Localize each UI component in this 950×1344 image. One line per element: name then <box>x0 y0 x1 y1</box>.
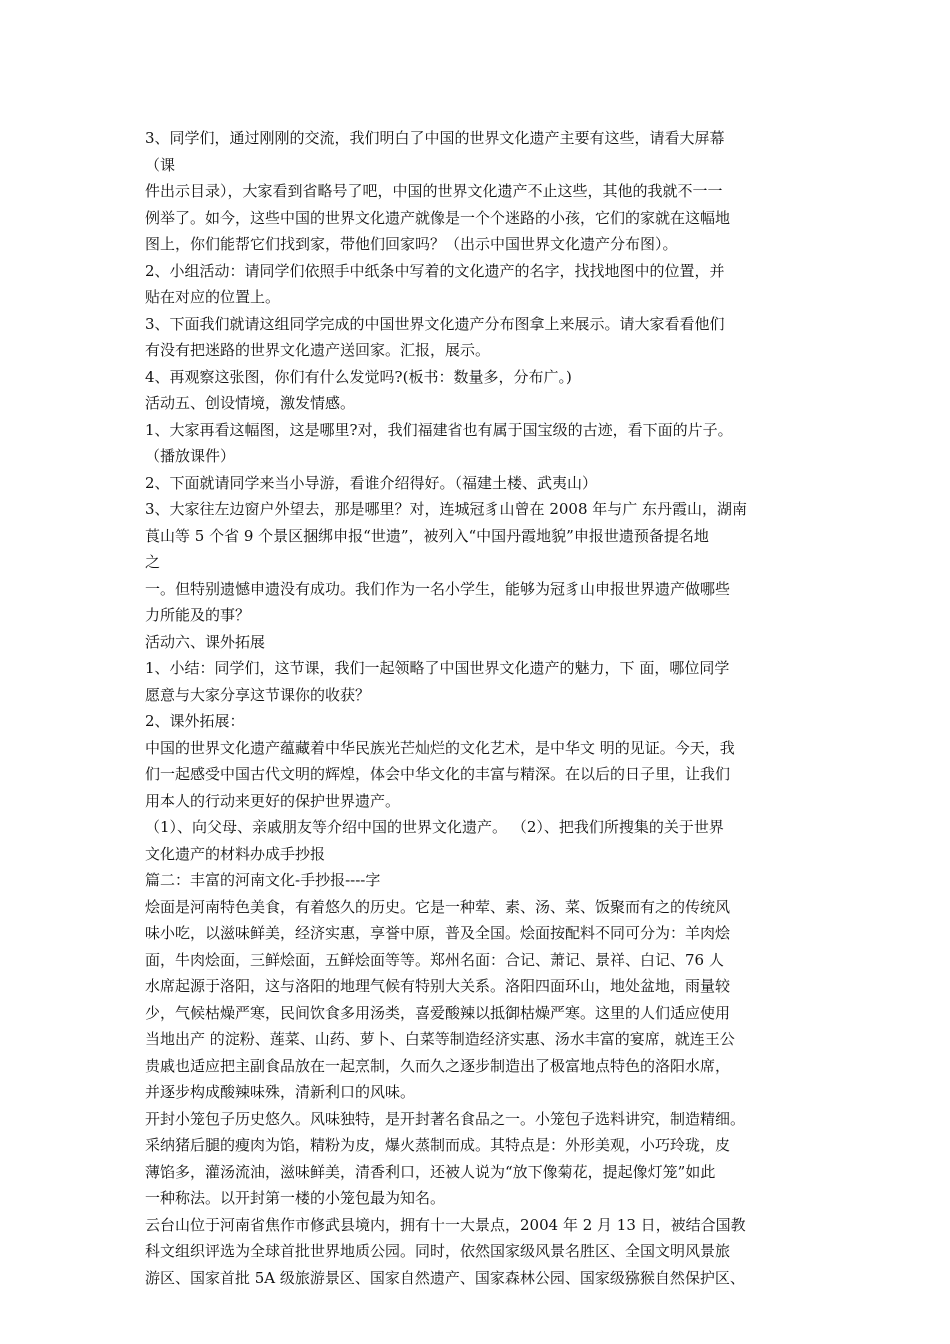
text-line: 4、再观察这张图，你们有什么发觉吗?(板书：数量多，分布广。) <box>145 367 572 386</box>
text-line: 采纳猪后腿的瘦肉为馅，精粉为皮，爆火蒸制而成。其特点是：外形美观，小巧玲珑，皮 <box>145 1136 731 1154</box>
text-line: 水席起源于洛阳，这与洛阳的地理气候有特别大关系。洛阳四面环山，地处盆地，雨量较 <box>145 977 731 995</box>
text-line: 薄馅多，灌汤流油，滋味鲜美，清香利口，还被人说为“放下像菊花，提起像灯笼”如此 <box>145 1162 716 1181</box>
text-line: 用本人的行动来更好的保护世界遗产。 <box>145 791 401 810</box>
text-line: 活动五、创设情境，激发情感。 <box>145 394 356 412</box>
text-line: 有没有把迷路的世界文化遗产送回家。汇报，展示。 <box>145 341 491 359</box>
text-line: 当地出产 的淀粉、莲菜、山药、萝卜、白菜等制造经济实惠、汤水丰富的宴席，就连王公 <box>145 1030 735 1048</box>
text-line: 烩面是河南特色美食，有着悠久的历史。它是一种荤、素、汤、菜、饭聚而有之的传统风 <box>145 897 731 916</box>
text-line: 2、下面就请同学来当小导游，看谁介绍得好。（福建土楼、武夷山） <box>145 473 598 492</box>
text-line: 之 <box>145 553 161 571</box>
text-line: 面，牛肉烩面，三鲜烩面，五鲜烩面等等。郑州名面：合记、萧记、景祥、白记、76 人 <box>145 950 724 969</box>
text-line: （1）、向父母、亲戚朋友等介绍中国的世界文化遗产。 （2）、把我们所搜集的关于世界 <box>145 818 724 836</box>
text-line: 愿意与大家分享这节课你的收获？ <box>145 685 371 704</box>
text-line: 一。但特别遗憾申遗没有成功。我们作为一名小学生，能够为冠豸山申报世界遗产做哪些 <box>145 579 731 598</box>
text-line: 篇二：丰富的河南文化-手抄报----字 <box>145 871 381 889</box>
text-line: 贵戚也适应把主副食品放在一起烹制，久而久之逐步制造出了极富地点特色的洛阳水席， <box>145 1056 731 1075</box>
text-line: 1、小结：同学们，这节课，我们一起领略了中国世界文化遗产的魅力，下 面，哪位同学 <box>145 659 730 677</box>
text-line: 并逐步构成酸辣味殊，清新利口的风味。 <box>145 1083 416 1101</box>
text-line: 件出示目录），大家看到省略号了吧，中国的世界文化遗产不止这些，其他的我就不一一 <box>145 182 723 200</box>
text-line: 力所能及的事？ <box>145 606 251 624</box>
text-line: （课 <box>145 155 176 174</box>
text-line: 3、大家往左边窗户外望去，那是哪里？对，连城冠豸山曾在 2008 年与广 东丹霞山，湖南 <box>145 500 748 518</box>
text-line: 贴在对应的位置上。 <box>145 288 281 306</box>
text-line: 图上，你们能帮它们找到家，带他们回家吗？（出示中国世界文化遗产分布图）。 <box>145 235 678 253</box>
document-body <box>145 125 817 1291</box>
text-line: （播放课件） <box>145 447 236 465</box>
text-line: 少，气候枯燥严寒，民间饮食多用汤类，喜爱酸辣以抵御枯燥严寒。这里的人们适应使用 <box>145 1003 731 1022</box>
text-line: 一种称法。以开封第一楼的小笼包最为知名。 <box>145 1189 446 1207</box>
text-line: 云台山位于河南省焦作市修武县境内，拥有十一大景点，2004 年 2 月 13 日，被结合国教 <box>145 1215 746 1234</box>
text-line: 活动六、课外拓展 <box>145 632 266 651</box>
text-line: 科文组织评选为全球首批世界地质公园。同时，依然国家级风景名胜区、全国文明风景旅 <box>145 1242 731 1260</box>
text-line: 开封小笼包子历史悠久。风味独特，是开封著名食品之一。小笼包子选料讲究，制造精细。 <box>145 1109 746 1128</box>
text-line: 游区、国家首批 5A 级旅游景区、国家自然遗产、国家森林公园、国家级猕猴自然保护区、 <box>145 1268 745 1287</box>
text-line: 1、大家再看这幅图，这是哪里?对，我们福建省也有属于国宝级的古迹，看下面的片子。 <box>145 420 733 439</box>
text-line: 味小吃，以滋味鲜美，经济实惠，享誉中原，普及全国。烩面按配料不同可分为：羊肉烩 <box>145 924 731 942</box>
text-line: 2、课外拓展： <box>145 712 245 730</box>
text-line: 2、小组活动：请同学们依照手中纸条中写着的文化遗产的名字，找找地图中的位置，并 <box>145 261 725 280</box>
text-line: 中国的世界文化遗产蕴藏着中华民族光芒灿烂的文化艺术，是中华文 明的见证。今天，我 <box>145 738 735 757</box>
text-line: 3、下面我们就请这组同学完成的中国世界文化遗产分布图拿上来展示。请大家看看他们 <box>145 314 725 333</box>
text-line: 莨山等 5 个省 9 个景区捆绑申报“世遗”，被列入“中国丹霞地貌”申报世遗预备提名地 <box>145 526 709 545</box>
text-line: 文化遗产的材料办成手抄报 <box>145 844 326 863</box>
text-line: 3、同学们，通过刚刚的交流，我们明白了中国的世界文化遗产主要有这些，请看大屏幕 <box>145 129 725 147</box>
text-line: 例举了。如今，这些中国的世界文化遗产就像是一个个迷路的小孩，它们的家就在这幅地 <box>145 208 731 227</box>
text-line: 们一起感受中国古代文明的辉煌，体会中华文化的丰富与精深。在以后的日子里，让我们 <box>145 765 731 783</box>
